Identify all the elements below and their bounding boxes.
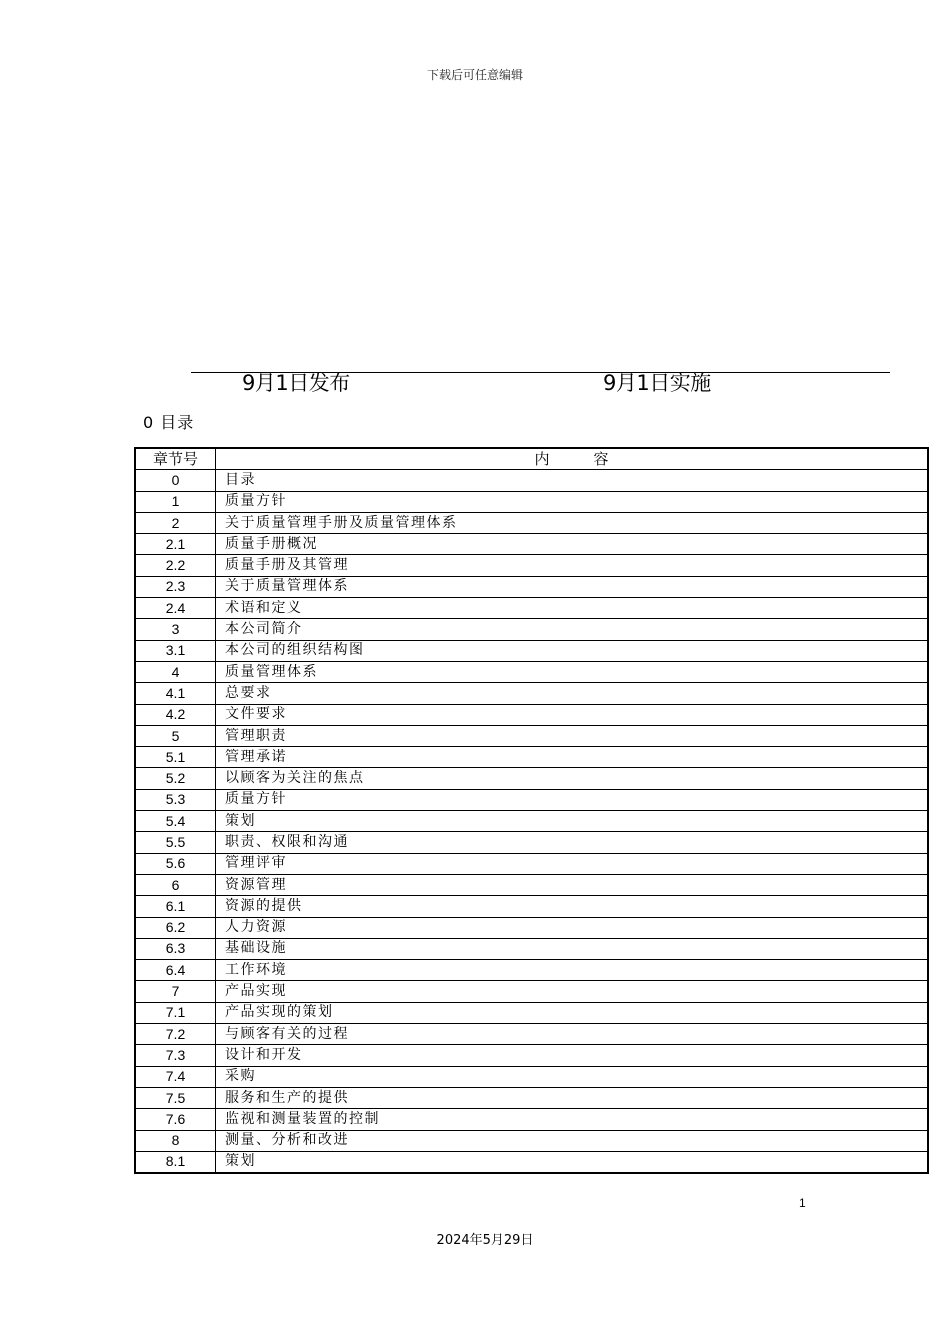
toc-row-title: 管理评审 bbox=[216, 853, 929, 874]
toc-row-number: 7.2 bbox=[135, 1024, 216, 1045]
toc-row bbox=[135, 896, 928, 917]
toc-row-number: 3.1 bbox=[135, 640, 216, 661]
toc-row-title: 本公司简介 bbox=[216, 619, 929, 640]
toc-row-number: 2 bbox=[135, 512, 216, 533]
toc-row bbox=[135, 832, 928, 853]
toc-row-number: 7 bbox=[135, 981, 216, 1002]
toc-row-number: 6 bbox=[135, 874, 216, 895]
toc-row-number: 0 bbox=[135, 470, 216, 491]
toc-row-number: 7.5 bbox=[135, 1087, 216, 1108]
toc-row-number: 4.1 bbox=[135, 683, 216, 704]
toc-row-title: 产品实现 bbox=[216, 981, 929, 1002]
toc-row bbox=[135, 683, 928, 704]
toc-row bbox=[135, 470, 928, 491]
toc-row-title: 测量、分析和改进 bbox=[216, 1130, 929, 1151]
toc-row bbox=[135, 747, 928, 768]
toc-row-title: 策划 bbox=[216, 1151, 929, 1173]
toc-row bbox=[135, 853, 928, 874]
toc-row bbox=[135, 981, 928, 1002]
toc-row-title: 监视和测量装置的控制 bbox=[216, 1109, 929, 1130]
toc-row bbox=[135, 917, 928, 938]
toc-row-number: 2.4 bbox=[135, 598, 216, 619]
toc-row bbox=[135, 619, 928, 640]
toc-row bbox=[135, 725, 928, 746]
toc-row-number: 2.3 bbox=[135, 576, 216, 597]
section-heading: 0 目录 bbox=[143, 413, 195, 432]
toc-row bbox=[135, 555, 928, 576]
toc-row-number: 8 bbox=[135, 1130, 216, 1151]
toc-row bbox=[135, 960, 928, 981]
toc-row bbox=[135, 789, 928, 810]
toc-row-title: 资源管理 bbox=[216, 874, 929, 895]
toc-row-number: 8.1 bbox=[135, 1151, 216, 1173]
toc-row bbox=[135, 534, 928, 555]
toc-row bbox=[135, 1024, 928, 1045]
toc-row-number: 5.3 bbox=[135, 789, 216, 810]
toc-header-char: 内 bbox=[534, 449, 550, 468]
footer-date: 2024年5月29日 bbox=[436, 1233, 534, 1248]
toc-row bbox=[135, 811, 928, 832]
toc-row bbox=[135, 512, 928, 533]
toc-row bbox=[135, 598, 928, 619]
toc-row-number: 5.2 bbox=[135, 768, 216, 789]
toc-header-content bbox=[216, 448, 929, 470]
toc-row-number: 7.1 bbox=[135, 1002, 216, 1023]
toc-row-title: 质量手册概况 bbox=[216, 534, 929, 555]
publish-date: 9月1日发布 bbox=[242, 371, 350, 395]
toc-row-title: 管理承诺 bbox=[216, 747, 929, 768]
toc-row-number: 4.2 bbox=[135, 704, 216, 725]
toc-row-title: 产品实现的策划 bbox=[216, 1002, 929, 1023]
toc-row-title: 关于质量管理体系 bbox=[216, 576, 929, 597]
toc-row bbox=[135, 1087, 928, 1108]
toc-row-title: 采购 bbox=[216, 1066, 929, 1087]
toc-row-number: 1 bbox=[135, 491, 216, 512]
toc-row bbox=[135, 1130, 928, 1151]
toc-row bbox=[135, 1066, 928, 1087]
toc-row-title: 与顾客有关的过程 bbox=[216, 1024, 929, 1045]
toc-row-title: 术语和定义 bbox=[216, 598, 929, 619]
toc-row-title: 文件要求 bbox=[216, 704, 929, 725]
toc-row-title: 质量管理体系 bbox=[216, 661, 929, 682]
toc-row-title: 工作环境 bbox=[216, 960, 929, 981]
toc-row-title: 目录 bbox=[216, 470, 929, 491]
toc-row-number: 7.4 bbox=[135, 1066, 216, 1087]
toc-row-title: 质量方针 bbox=[216, 491, 929, 512]
page-header-note: 下载后可任意编辑 bbox=[426, 68, 523, 82]
toc-row-title: 资源的提供 bbox=[216, 896, 929, 917]
toc-header-char: 容 bbox=[593, 449, 609, 468]
toc-row-title: 本公司的组织结构图 bbox=[216, 640, 929, 661]
toc-row bbox=[135, 768, 928, 789]
toc-row-number: 7.3 bbox=[135, 1045, 216, 1066]
toc-row-title: 设计和开发 bbox=[216, 1045, 929, 1066]
toc-row-number: 5.6 bbox=[135, 853, 216, 874]
toc-row-title: 管理职责 bbox=[216, 725, 929, 746]
toc-row-number: 5.5 bbox=[135, 832, 216, 853]
toc-row-number: 3 bbox=[135, 619, 216, 640]
toc-row bbox=[135, 661, 928, 682]
toc-row bbox=[135, 640, 928, 661]
toc-row-title: 质量方针 bbox=[216, 789, 929, 810]
implement-date: 9月1日实施 bbox=[603, 371, 711, 395]
toc-row bbox=[135, 704, 928, 725]
toc-row-number: 5.1 bbox=[135, 747, 216, 768]
toc-row-title: 职责、权限和沟通 bbox=[216, 832, 929, 853]
toc-row bbox=[135, 576, 928, 597]
toc-row-number: 6.1 bbox=[135, 896, 216, 917]
toc-row-title: 基础设施 bbox=[216, 938, 929, 959]
toc-row-number: 6.4 bbox=[135, 960, 216, 981]
toc-row-title: 服务和生产的提供 bbox=[216, 1087, 929, 1108]
toc-row-number: 4 bbox=[135, 661, 216, 682]
toc-row-title: 人力资源 bbox=[216, 917, 929, 938]
toc-row-title: 以顾客为关注的焦点 bbox=[216, 768, 929, 789]
toc-row bbox=[135, 874, 928, 895]
toc-row bbox=[135, 1151, 928, 1173]
toc-row-title: 策划 bbox=[216, 811, 929, 832]
toc-header-row bbox=[135, 448, 928, 470]
toc-row bbox=[135, 491, 928, 512]
toc-row bbox=[135, 1045, 928, 1066]
toc-row-number: 7.6 bbox=[135, 1109, 216, 1130]
toc-row-number: 5.4 bbox=[135, 811, 216, 832]
toc-row-number: 6.2 bbox=[135, 917, 216, 938]
toc-row-number: 6.3 bbox=[135, 938, 216, 959]
toc-row bbox=[135, 1109, 928, 1130]
toc-row-title: 总要求 bbox=[216, 683, 929, 704]
toc-row bbox=[135, 938, 928, 959]
toc-row-number: 2.2 bbox=[135, 555, 216, 576]
page-number: 1 bbox=[799, 1196, 806, 1210]
toc-row-title: 关于质量管理手册及质量管理体系 bbox=[216, 512, 929, 533]
toc-row bbox=[135, 1002, 928, 1023]
toc-row-number: 2.1 bbox=[135, 534, 216, 555]
toc-row-number: 5 bbox=[135, 725, 216, 746]
toc-table bbox=[134, 447, 929, 1174]
toc-header-num: 章节号 bbox=[135, 448, 216, 470]
toc-row-title: 质量手册及其管理 bbox=[216, 555, 929, 576]
